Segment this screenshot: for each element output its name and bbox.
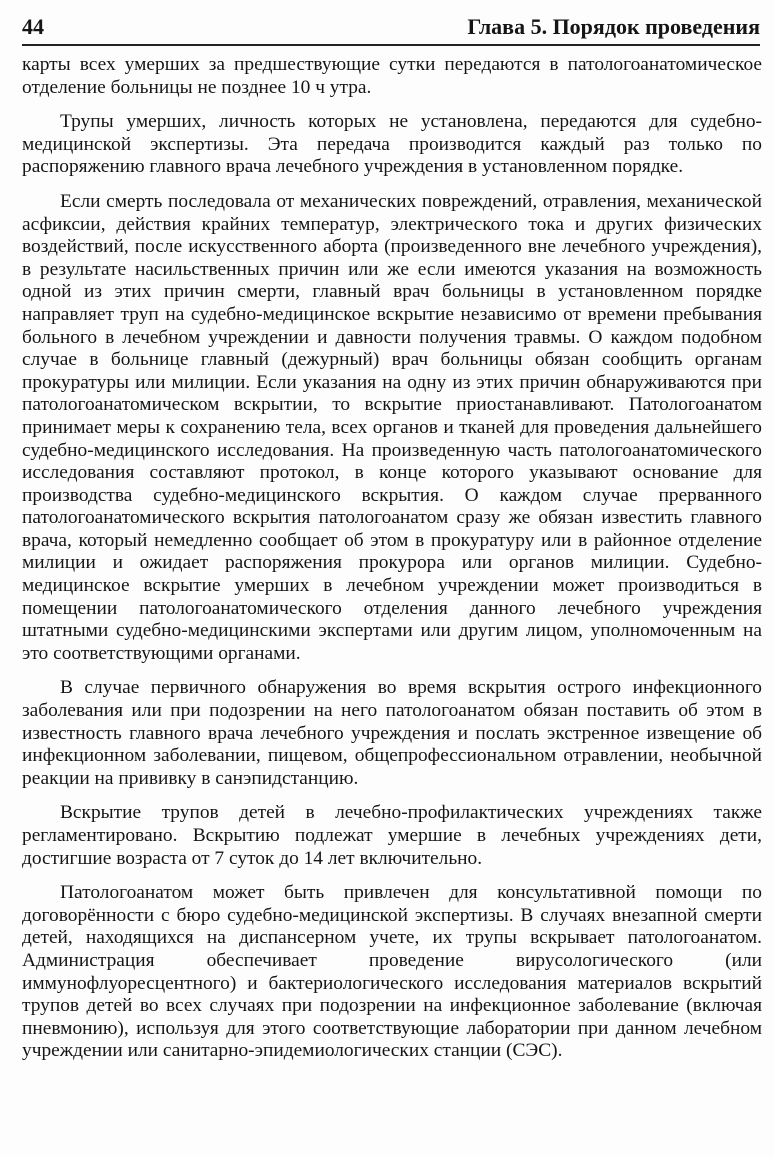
paragraph-unidentified-bodies: Трупы умерших, личность которых не установлена, передаются для судебно-медицинской экспертизы. Эта передача производится каждый раз только по распоряжению главного врача лечебного учреждения в установленном порядке.: [22, 111, 762, 178]
paragraph-infectious-disease: В случае первичного обнаружения во время вскрытия острого инфекционного заболевания или при подозрении на него патологоанатом обязан поставить об этом в известность главного врача лечебного учреждения и послать экстренное извещение об инфекционном заболевании, пищевом, общепрофессиональном отравлении, необычной реакции на прививку в санэпидстанцию.: [22, 677, 762, 789]
paragraph-forensic-autopsy: Если смерть последовала от механических повреждений, отравления, механической асфиксии, действия крайних температур, электрического тока и других физических воздействий, после искусственного аборта (произведенного вне лечебного учреждения), в результате насильственных причин или же если имеются указания на возможность одной из этих причин смерти, главный врач больницы в установленном порядке направляет труп на судебно-медицинское вскрытие независимо от времени пребывания больного в лечебном учреждении и давности получения травмы. О каждом подобном случае в больнице главный (дежурный) врач больницы обязан сообщить органам прокуратуры или милиции. Если указания на одну из этих причин обнаруживаются при патологоанатомическом вскрытии, то вскрытие приостанавливают. Патологоанатом принимает меры к сохранению тела, всех органов и тканей для проведения дальнейшего судебно-медицинского исследования. На произведенную часть патологоанатомического исследования составляют протокол, в конце которого указывают основание для производства судебно-медицинского вскрытия. О каждом случае прерванного патологоанатомического вскрытия патологоанатом сразу же обязан известить главного врача, который немедленно сообщает об этом в прокуратуру или в районное отделение милиции и ожидает распоряжения прокурора или органов милиции. Судебно-медицинское вскрытие умерших в лечебном учреждении может производиться в помещении патологоанатомического отделения данного лечебного учреждения штатными судебно-медицинскими экспертами или другим лицом, уполномоченным на это соответствующими органами.: [22, 190, 762, 664]
page-body: [22, 54, 762, 1063]
page-number: 44: [22, 14, 44, 39]
paragraph-child-autopsy: Вскрытие трупов детей в лечебно-профилактических учреждениях также регламентировано. Вскрытию подлежат умершие в лечебных учреждениях дети, достигшие возраста от 7 суток до 14 лет включительно.: [22, 802, 762, 869]
page-header: [22, 8, 760, 46]
running-head: Глава 5. Порядок проведения: [467, 14, 760, 39]
paragraph-consultation: Патологоанатом может быть привлечен для консультативной помощи по договорённости с бюро судебно-медицинской экспертизы. В случаях внезапной смерти детей, находящихся на диспансерном учете, их трупы вскрывает патологоанатом. Администрация обеспечивает проведение вирусологического (или иммунофлуоресцентного) и бактериологического исследования материалов вскрытий трупов детей во всех случаях при подозрении на инфекционное заболевание (включая пневмонию), используя для этого соответствующие лаборатории при данном лечебном учреждении или санитарно-эпидемиологических станции (СЭС).: [22, 882, 762, 1062]
paragraph-continuation: карты всех умерших за предшествующие сутки передаются в патологоанатомическое отделение больницы не позднее 10 ч утра.: [22, 54, 762, 98]
